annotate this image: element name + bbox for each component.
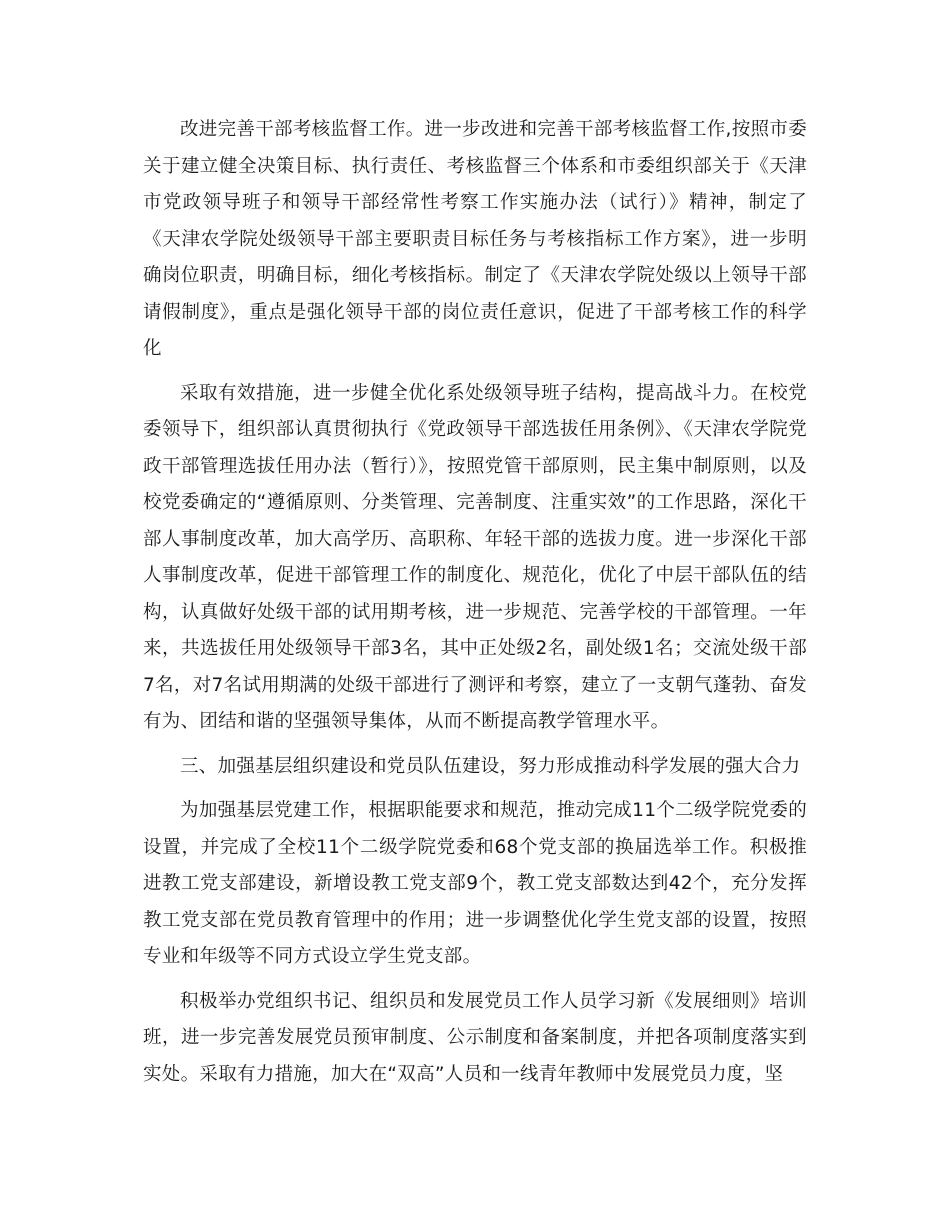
paragraph-member-development: 积极举办党组织书记、组织员和发展党员工作人员学习新《发展细则》培训班，进一步完善发展党员预审制度、公示制度和备案制度，并把各项制度落实到实处。采取有力措施，加大在“双高”人员和一线青年教师中发展党员力度，坚 [143,990,807,1085]
paragraph-leadership-structure: 采取有效措施，进一步健全优化系处级领导班子结构，提高战斗力。在校党委领导下，组织部认真贯彻执行《党政领导干部选拔任用条例》、《天津农学院党政干部管理选拔任用办法（暂行）》，按照党管干部原则，民主集中制原则，以及校党委确定的“遵循原则、分类管理、完善制度、注重实效”的工作思路，深化干部人事制度改革，加大高学历、高职称、年轻干部的选拔力度。进一步深化干部人事制度改革，促进干部管理工作的制度化、规范化，优化了中层干部队伍的结构，认真做好处级干部的试用期考核，进一步规范、完善学校的干部管理。一年来，共选拔任用处级领导干部3名，其中正处级2名，副处级1名；交流处级干部7名，对7名试用期满的处级干部进行了测评和考察，建立了一支朝气蓬勃、奋发有为、团结和谐的坚强领导集体，从而不断提高教学管理水平。 [143,382,807,732]
document-body [143,112,807,1093]
paragraph-grassroots-party-building: 为加强基层党建工作，根据职能要求和规范，推动完成11个二级学院党委的设置，并完成了全校11个二级学院党委和68个党支部的换届选举工作。积极推进教工党支部建设，新增设教工党支部9个，教工党支部数达到42个，充分发挥教工党支部在党员教育管理中的作用；进一步调整优化学生党支部的设置，按照专业和年级等不同方式设立学生党支部。 [143,800,807,967]
paragraph-cadre-assessment: 改进完善干部考核监督工作。进一步改进和完善干部考核监督工作,按照市委关于建立健全决策目标、执行责任、考核监督三个体系和市委组织部关于《天津市党政领导班子和领导干部经常性考察工作实施办法（试行）》精神，制定了《天津农学院处级领导干部主要职责目标任务与考核指标工作方案》，进一步明确岗位职责，明确目标，细化考核指标。制定了《天津农学院处级以上领导干部请假制度》，重点是强化领导干部的岗位责任意识，促进了干部考核工作的科学化 [143,119,807,359]
section-heading-grassroots: 三、加强基层组织建设和党员队伍建设，努力形成推动科学发展的强大合力 [180,755,801,777]
